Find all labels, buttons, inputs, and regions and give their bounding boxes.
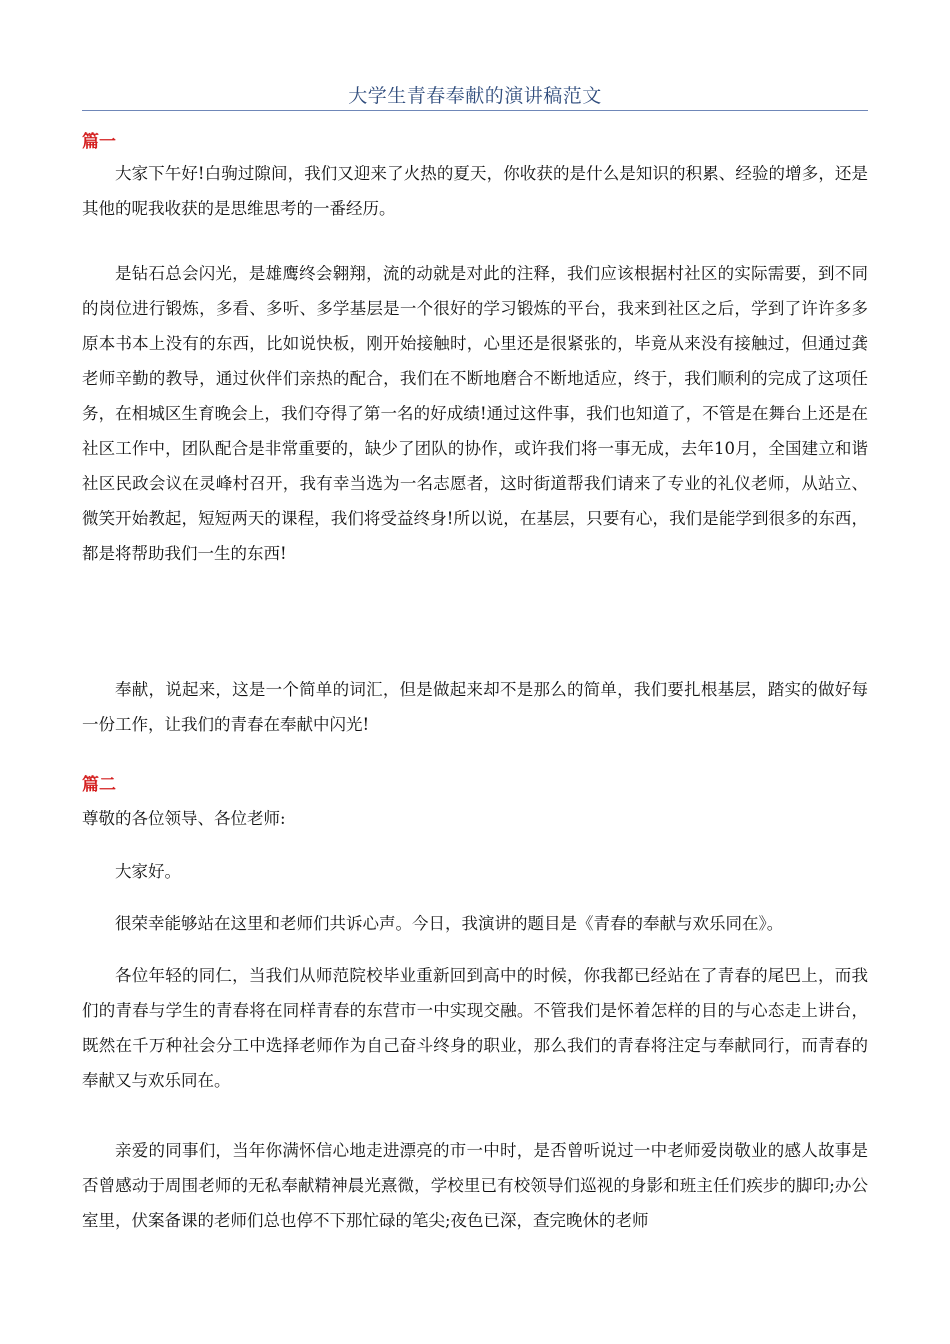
title-divider: [82, 110, 868, 111]
paragraph: 大家下午好!白驹过隙间，我们又迎来了火热的夏天，你收获的是什么是知识的积累、经验的增多，还是其他的呢我收获的是思维思考的一番经历。: [82, 164, 868, 218]
document-title: 大学生青春奉献的演讲稿范文: [348, 85, 602, 107]
salutation: 尊敬的各位领导、各位老师:: [82, 809, 286, 828]
paragraph: 各位年轻的同仁，当我们从师范院校毕业重新回到高中的时候，你我都已经站在了青春的尾巴上，而我们的青春与学生的青春将在同样青春的东营市一中实现交融。不管我们是怀着怎样的目的与心态走上讲台，既然在千万种社会分工中选择老师作为自己奋斗终身的职业，那么我们的青春将注定与奉献同行，而青春的奉献又与欢乐同在。: [82, 966, 868, 1090]
section-label-2: 篇二: [82, 775, 116, 795]
paragraph: 是钻石总会闪光，是雄鹰终会翱翔，流的动就是对此的注释，我们应该根据村社区的实际需要，到不同的岗位进行锻炼，多看、多听、多学基层是一个很好的学习锻炼的平台，我来到社区之后，学到了许许多多原本书本上没有的东西，比如说快板，刚开始接触时，心里还是很紧张的，毕竟从来没有接触过，但通过龚老师辛勤的教导，通过伙伴们亲热的配合，我们在不断地磨合不断地适应，终于，我们顺利的完成了这项任务，在相城区生育晚会上，我们夺得了第一名的好成绩!通过这件事，我们也知道了，不管是在舞台上还是在社区工作中，团队配合是非常重要的，缺少了团队的协作，或许我们将一事无成，去年10月，全国建立和谐社区民政会议在灵峰村召开，我有幸当选为一名志愿者，这时街道帮我们请来了专业的礼仪老师，从站立、微笑开始教起，短短两天的课程，我们将受益终身!所以说，在基层，只要有心，我们是能学到很多的东西，都是将帮助我们一生的东西!: [82, 264, 868, 563]
greeting: 大家好。: [115, 862, 181, 881]
paragraph: 很荣幸能够站在这里和老师们共诉心声。今日，我演讲的题目是《青春的奉献与欢乐同在》。: [115, 914, 784, 933]
paragraph: 亲爱的同事们，当年你满怀信心地走进漂亮的市一中时，是否曾听说过一中老师爱岗敬业的感人故事是否曾感动于周围老师的无私奉献精神晨光熹微，学校里已有校领导们巡视的身影和班主任们疾步的脚印;办公室里，伏案备课的老师们总也停不下那忙碌的笔尖;夜色已深，查完晚休的老师: [82, 1141, 868, 1230]
paragraph: 奉献，说起来，这是一个简单的词汇，但是做起来却不是那么的简单，我们要扎根基层，踏实的做好每一份工作，让我们的青春在奉献中闪光!: [82, 680, 868, 734]
section-label-1: 篇一: [82, 132, 116, 152]
